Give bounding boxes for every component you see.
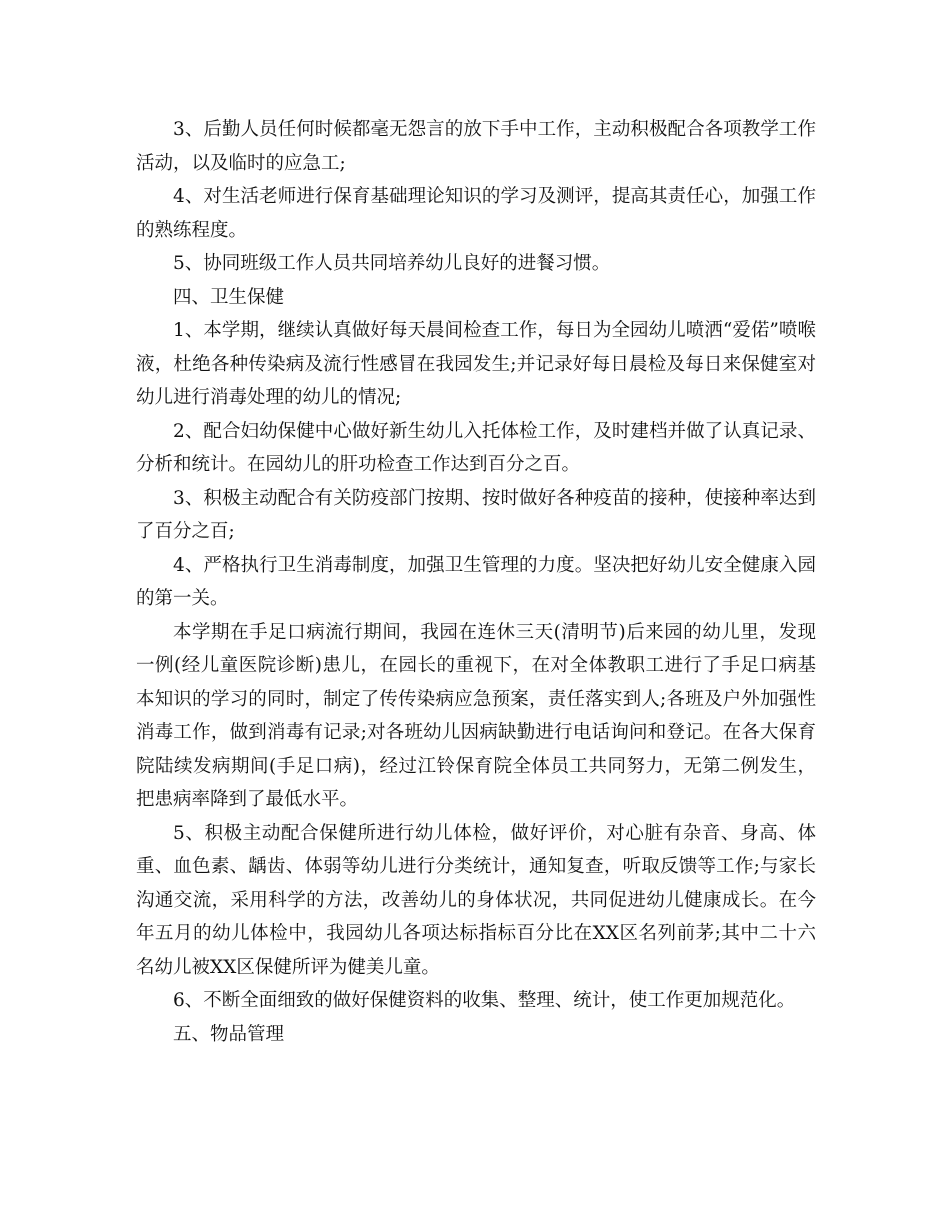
paragraph-logistics-4: 4、对生活老师进行保育基础理论知识的学习及测评，提高其责任心，加强工作的熟练程度。 (136, 186, 816, 241)
document-body (136, 113, 816, 1051)
paragraph-health-6: 6、不断全面细致的做好保健资料的收集、整理、统计，使工作更加规范化。 (173, 990, 796, 1011)
paragraph-health-1: 1、本学期，继续认真做好每天晨间检查工作，每日为全园幼儿喷洒“爱偌”喷喉液，杜绝各种传染病及流行性感冒在我园发生;并记录好每日晨检及每日来保健室对幼儿进行消毒处理的幼儿的情况; (136, 320, 816, 408)
paragraph-logistics-3: 3、后勤人员任何时候都毫无怨言的放下手中工作，主动积极配合各项教学工作活动，以及临时的应急工; (136, 119, 816, 174)
paragraph-health-5: 5、积极主动配合保健所进行幼儿体检，做好评价，对心脏有杂音、身高、体重、血色素、龋齿、体弱等幼儿进行分类统计，通知复查，听取反馈等工作;与家长沟通交流，采用科学的方法，改善幼儿的身体状况，共同促进幼儿健康成长。在今年五月的幼儿体检中，我园幼儿各项达标指标百分比在XX区名列前茅;其中二十六名幼儿被XX区保健所评为健美儿童。 (136, 822, 816, 978)
paragraph-health-4: 4、严格执行卫生消毒制度，加强卫生管理的力度。坚决把好幼儿安全健康入园的第一关。 (136, 554, 816, 609)
paragraph-health-3: 3、积极主动配合有关防疫部门按期、按时做好各种疫苗的接种，使接种率达到了百分之百; (136, 487, 816, 542)
paragraph-hfmd-outbreak: 本学期在手足口病流行期间，我园在连休三天(清明节)后来园的幼儿里，发现一例(经儿童医院诊断)患儿，在园长的重视下，在对全体教职工进行了手足口病基本知识的学习的同时，制定了传传染病应急预案，责任落实到人;各班及户外加强性消毒工作，做到消毒有记录;对各班幼儿因病缺勤进行电话询问和登记。在各大保育院陆续发病期间(手足口病)，经过江铃保育院全体员工共同努力，无第二例发生，把患病率降到了最低水平。 (136, 621, 816, 810)
section-heading-health-care: 四、卫生保健 (173, 286, 285, 308)
section-heading-goods-management: 五、物品管理 (173, 1023, 285, 1045)
paragraph-logistics-5: 5、协同班级工作人员共同培养幼儿良好的进餐习惯。 (173, 253, 611, 274)
paragraph-health-2: 2、配合妇幼保健中心做好新生幼儿入托体检工作，及时建档并做了认真记录、分析和统计。在园幼儿的肝功检查工作达到百分之百。 (136, 420, 816, 475)
